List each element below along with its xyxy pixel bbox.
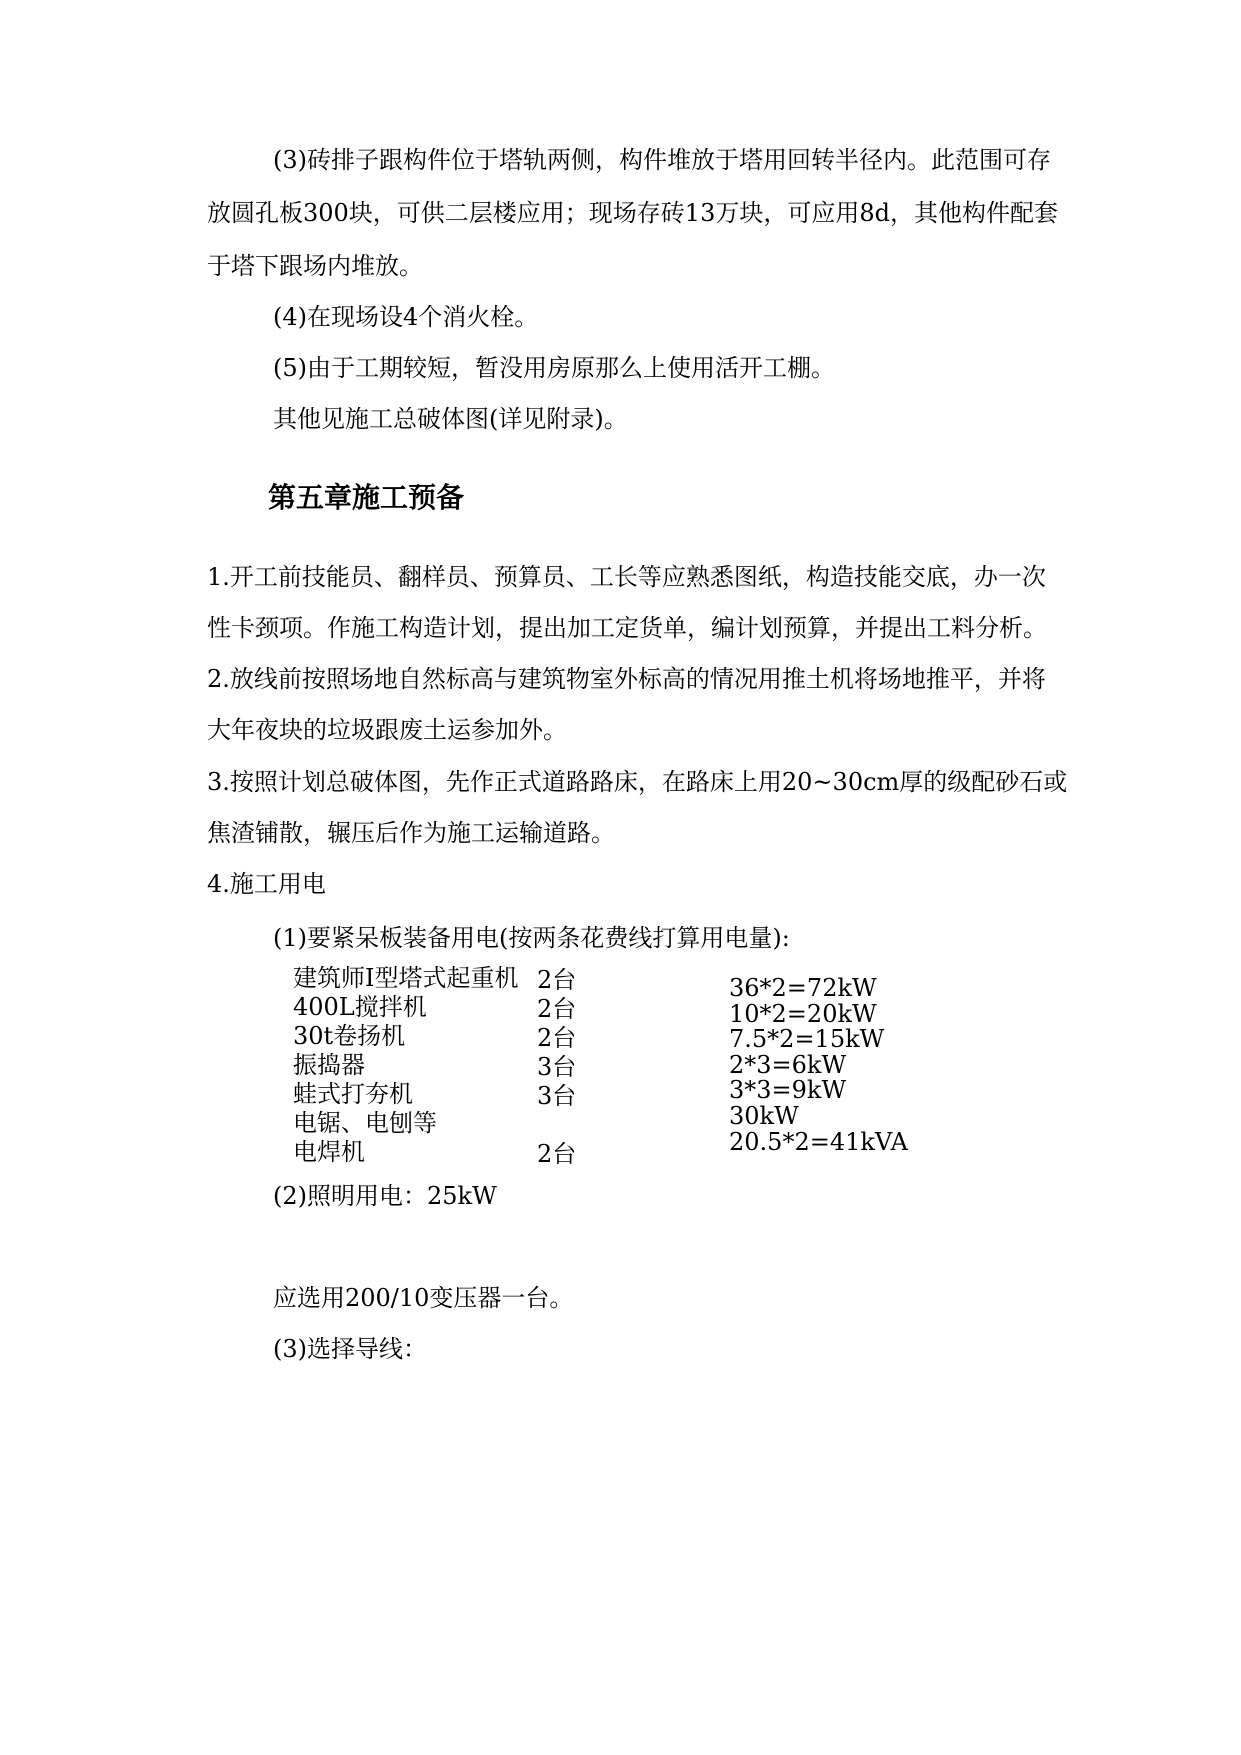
item3-line2: 放圆孔板300块，可供二层楼应用；现场存砖13万块，可应用8d，其他构件配套 <box>207 199 1058 227</box>
paragraph4-heading: 4.施工用电 <box>207 870 326 898</box>
other-note: 其他见施工总破体图(详见附录)。 <box>273 405 628 433</box>
equipment-quantity: 2台 <box>537 966 577 994</box>
item4-text: (4)在现场设4个消火栓。 <box>273 303 539 331</box>
equipment-name: 电焊机 <box>293 1138 365 1166</box>
paragraph2-line1: 2.放线前按照场地自然标高与建筑物室外标高的情况用推土机将场地推平，并将 <box>207 665 1046 693</box>
equipment-power: 10*2=20kW <box>729 1000 877 1028</box>
paragraph3-line1: 3.按照计划总破体图，先作正式道路路床，在路床上用20~30cm厚的级配砂石或 <box>207 768 1068 796</box>
equipment-power: 30kW <box>729 1102 799 1130</box>
item5-text: (5)由于工期较短，暂没用房原那么上使用活开工棚。 <box>273 354 835 382</box>
chapter-title: 第五章施工预备 <box>268 481 465 514</box>
equipment-quantity: 2台 <box>537 1140 577 1168</box>
equipment-quantity: 2台 <box>537 995 577 1023</box>
equipment-power: 3*3=9kW <box>729 1076 847 1104</box>
paragraph1-line2: 性卡颈项。作施工构造计划，提出加工定货单，编计划预算，并提出工料分析。 <box>207 614 1047 642</box>
paragraph3-line2: 焦渣铺散，辗压后作为施工运输道路。 <box>207 819 615 847</box>
item3-line1: (3)砖排子跟构件位于塔轨两侧，构件堆放于塔用回转半径内。此范围可存 <box>273 146 1051 174</box>
equipment-name: 电锯、电刨等 <box>293 1109 437 1137</box>
equipment-power: 20.5*2=41kVA <box>729 1128 908 1156</box>
lighting-power: (2)照明用电：25kW <box>273 1182 497 1210</box>
equipment-name: 30t卷扬机 <box>293 1022 406 1050</box>
paragraph2-line2: 大年夜块的垃圾跟废土运参加外。 <box>207 716 567 744</box>
wire-selection-heading: (3)选择导线： <box>273 1335 427 1363</box>
equipment-name: 蛙式打夯机 <box>293 1080 413 1108</box>
equipment-quantity: 2台 <box>537 1024 577 1052</box>
subsection1-heading: (1)要紧呆板装备用电(按两条花费线打算用电量): <box>273 924 790 952</box>
equipment-power: 2*3=6kW <box>729 1051 847 1079</box>
equipment-power: 7.5*2=15kW <box>729 1025 885 1053</box>
equipment-quantity: 3台 <box>537 1082 577 1110</box>
equipment-quantity: 3台 <box>537 1053 577 1081</box>
item3-line3: 于塔下跟场内堆放。 <box>207 252 423 280</box>
equipment-name: 振捣器 <box>293 1051 365 1079</box>
equipment-name: 建筑师I型塔式起重机 <box>293 964 519 992</box>
equipment-power: 36*2=72kW <box>729 974 877 1002</box>
transformer-selection: 应选用200/10变压器一台。 <box>273 1284 574 1312</box>
equipment-name: 400L搅拌机 <box>293 993 427 1021</box>
paragraph1-line1: 1.开工前技能员、翻样员、预算员、工长等应熟悉图纸，构造技能交底，办一次 <box>207 563 1046 591</box>
